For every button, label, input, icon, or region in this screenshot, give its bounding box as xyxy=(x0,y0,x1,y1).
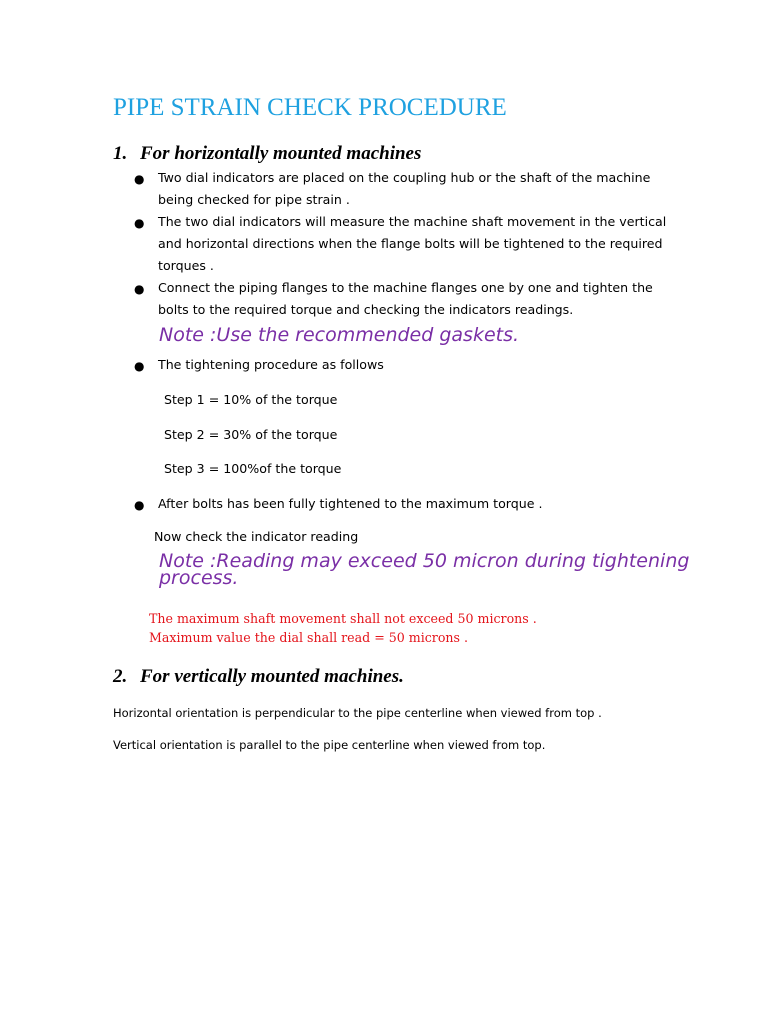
bullet-line: torques . xyxy=(158,258,214,273)
section-1-title: For horizontally mounted machines xyxy=(140,143,422,164)
section-2-title: For vertically mounted machines. xyxy=(140,666,404,687)
page-title: PIPE STRAIN CHECK PROCEDURE xyxy=(113,94,507,121)
warning-line: Maximum value the dial shall read = 50 microns . xyxy=(149,630,468,645)
bullet-icon: ● xyxy=(134,359,145,373)
warning-text xyxy=(149,609,537,647)
bullet-line: The two dial indicators will measure the machine shaft movement in the vertical xyxy=(158,214,667,229)
note-reading xyxy=(159,550,690,589)
section-1-number: 1. xyxy=(113,143,128,164)
bullet-line: Two dial indicators are placed on the coupling hub or the shaft of the machine xyxy=(158,170,651,185)
section-2-number: 2. xyxy=(113,666,128,687)
vertical-orientation-text: Vertical orientation is parallel to the pipe centerline when viewed from top. xyxy=(113,738,546,752)
bullet-icon: ● xyxy=(134,498,145,512)
bullet-icon: ● xyxy=(134,216,145,230)
note-gaskets: Note :Use the recommended gaskets. xyxy=(159,324,520,346)
bullet-icon: ● xyxy=(134,172,145,186)
bullet-line: Connect the piping flanges to the machine flanges one by one and tighten the xyxy=(158,280,653,295)
bullet-item xyxy=(158,167,650,211)
check-indicator-text: Now check the indicator reading xyxy=(154,529,359,544)
bullet-item xyxy=(158,211,666,277)
horizontal-orientation-text: Horizontal orientation is perpendicular to the pipe centerline when viewed from top . xyxy=(113,706,602,720)
section-2-heading xyxy=(113,666,404,688)
note-line: Note :Reading may exceed 50 micron during tightening xyxy=(159,550,690,572)
bullet-icon: ● xyxy=(134,282,145,296)
step-item: Step 3 = 100%of the torque xyxy=(164,461,342,476)
note-line: process. xyxy=(159,567,239,589)
warning-line: The maximum shaft movement shall not exceed 50 microns . xyxy=(149,611,537,626)
after-bolts-text: After bolts has been fully tightened to the maximum torque . xyxy=(158,496,543,511)
bullet-line: and horizontal directions when the flange bolts will be tightened to the required xyxy=(158,236,663,251)
step-item: Step 1 = 10% of the torque xyxy=(164,392,338,407)
tightening-text: The tightening procedure as follows xyxy=(158,357,384,372)
bullet-line: being checked for pipe strain . xyxy=(158,192,350,207)
bullet-line: bolts to the required torque and checking the indicators readings. xyxy=(158,302,574,317)
section-1-heading xyxy=(113,143,421,165)
bullet-item xyxy=(158,277,653,321)
step-item: Step 2 = 30% of the torque xyxy=(164,427,338,442)
